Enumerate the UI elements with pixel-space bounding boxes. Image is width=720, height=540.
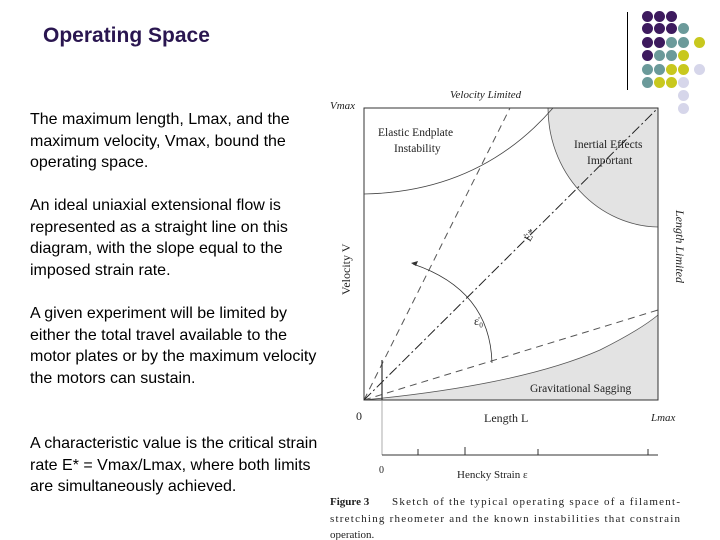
length-limited-label: Length Limited: [673, 210, 687, 284]
inertial-label-1: Inertial Effects: [574, 139, 643, 151]
y-axis-label: Velocity V: [339, 243, 353, 295]
paragraph-ideal-flow: An ideal uniaxial extensional flow is represented as a straight line on this diagram, with the slope equal to the imposed strain rate.: [30, 197, 288, 279]
caption-label: Figure 3: [330, 496, 370, 508]
inertial-label-2: Important: [587, 155, 633, 167]
hencky-axis-label: Hencky Strain ε: [457, 469, 528, 481]
gravitational-label: Gravitational Sagging: [530, 383, 632, 395]
x-axis-label: Length L: [484, 411, 529, 425]
vmax-label: Vmax: [330, 100, 356, 112]
lmax-label: Lmax: [651, 412, 676, 424]
elastic-label-1: Elastic Endplate: [378, 127, 454, 139]
e0-label: ε̇₀: [474, 314, 484, 328]
hencky-zero-label: 0: [379, 465, 384, 476]
inertial-region: [548, 108, 658, 227]
caption-line-1: Sketch of the typical operating space of a filament-: [392, 496, 680, 508]
paragraph-critical-rate: A characteristic value is the critical strain rate E* = Vmax/Lmax, where both limits are simultaneously achieved.: [30, 435, 318, 496]
elastic-boundary: [364, 108, 553, 194]
slide-title: Operating Space: [43, 24, 210, 47]
elastic-label-2: Instability: [394, 143, 441, 155]
origin-label: 0: [356, 409, 362, 423]
paragraph-bounds: The maximum length, Lmax, and the maximum velocity, Vmax, bound the operating space.: [30, 111, 290, 172]
caption-line-2: stretching rheometer and the known instabilities that constrain: [330, 513, 680, 525]
paragraph-limits: A given experiment will be limited by either the total travel available to the motor plates or by the maximum velocity the motors can sustain.: [30, 305, 317, 387]
velocity-limited-label: Velocity Limited: [450, 89, 522, 101]
hencky-ticks: [418, 447, 648, 455]
estar-label: Ė*: [522, 227, 539, 244]
caption-line-3: operation.: [330, 529, 375, 540]
